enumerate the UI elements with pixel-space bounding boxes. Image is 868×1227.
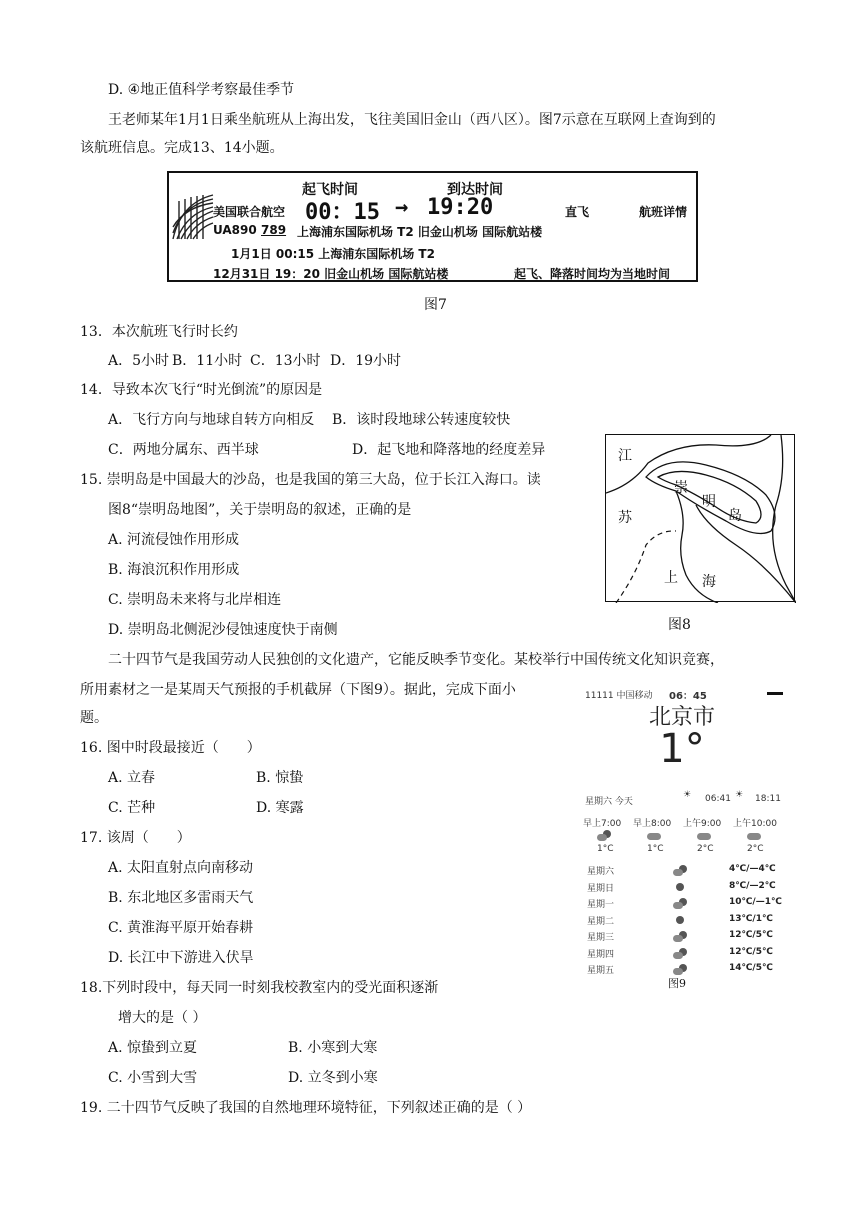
label-su: 苏 (618, 510, 632, 526)
figure-8-caption: 图8 (668, 617, 691, 633)
flight-number: UA890 (213, 223, 257, 237)
q14-option-b: B．该时段地球公转速度较快 (332, 412, 511, 428)
status-clock: 06：45 (669, 691, 707, 702)
local-time-note: 起飞、降落时间均为当地时间 (514, 267, 671, 281)
q17-option-d: D. 长江中下游进入伏旱 (108, 950, 254, 966)
airline-name: 美国联合航空 (213, 205, 286, 219)
q18-option-a: A. 惊蛰到立夏 (108, 1040, 198, 1056)
carrier-status: 11111 中国移动 (585, 691, 653, 701)
arrival-time-header: 到达时间 (447, 182, 503, 198)
q17-option-b: B. 东北地区多雷雨天气 (108, 890, 254, 906)
sunrise-icon: ☀ (683, 790, 692, 800)
today-label: 星期六 今天 (585, 797, 633, 807)
passage-intro-solar-terms: 二十四节气是我国劳动人民独创的文化遗产，它能反映季节变化。某校举行中国传统文化知识竞赛， (108, 652, 724, 668)
q18-option-b: B. 小寒到大寒 (288, 1040, 378, 1056)
day-name: 星期五 (587, 966, 615, 976)
day-name: 星期一 (587, 900, 615, 910)
q12-option-d: D. ④地正值科学考察最佳季节 (108, 82, 295, 98)
day-temperature-range: 10℃/—1℃ (729, 897, 782, 907)
q15-option-a: A. 河流侵蚀作用形成 (108, 532, 240, 548)
direct-flight-label: 直飞 (565, 205, 590, 219)
sunset-icon: ☀ (735, 790, 744, 800)
figure-9-caption: 图9 (668, 977, 686, 990)
partly-cloudy-icon (673, 948, 687, 958)
q16-option-d: D. 寒露 (256, 800, 304, 816)
label-hai: 海 (702, 574, 716, 590)
flight-info-figure (167, 171, 698, 282)
q15-option-d: D. 崇明岛北侧泥沙侵蚀速度快于南侧 (108, 622, 338, 638)
day-name: 星期二 (587, 916, 615, 927)
partly-cloudy-icon (673, 931, 687, 941)
q14-option-c: C．两地分属东、西半球 (108, 442, 259, 458)
sunny-icon (673, 915, 687, 925)
departure-time-header: 起飞时间 (302, 182, 358, 198)
q13-option-c: C．13小时 (250, 353, 321, 369)
label-chong: 崇 (674, 480, 688, 496)
q13-option-a: A．5小时 (108, 353, 170, 369)
cloudy-icon (697, 830, 711, 840)
q16-option-b: B. 惊蛰 (256, 770, 304, 786)
q15-option-b: B. 海浪沉积作用形成 (108, 562, 240, 578)
label-shang: 上 (664, 570, 678, 586)
q13-option-b: B．11小时 (172, 353, 243, 369)
city-name: 北京市 (648, 705, 715, 730)
day-name: 星期四 (587, 949, 615, 960)
map-outline (606, 435, 796, 603)
cloudy-icon (747, 830, 761, 840)
question-15-line2: 图8“崇明岛地图”，关于崇明岛的叙述，正确的是 (108, 502, 412, 518)
day-name: 星期三 (587, 933, 615, 943)
hour-temperature: 1°C (597, 844, 614, 854)
partly-cloudy-icon (673, 964, 687, 974)
current-temperature: 1° (659, 726, 705, 772)
hour-temperature: 2°C (697, 844, 714, 854)
sunny-icon (673, 882, 687, 892)
hour-label: 上午10:00 (733, 819, 777, 829)
q18-option-c: C. 小雪到大雪 (108, 1070, 198, 1086)
airline-globe-logo (171, 193, 215, 241)
hour-temperature: 1°C (647, 844, 664, 854)
day-name: 星期日 (587, 883, 615, 894)
flight-number-code[interactable]: 789 (261, 223, 287, 237)
question-19: 19. 二十四节气反映了我国的自然地理环境特征，下列叙述正确的是（ ） (80, 1100, 532, 1116)
passage-intro-solar-terms-3: 题。 (80, 710, 108, 726)
departure-time: 00：15 (305, 200, 380, 225)
question-17: 17. 该周（ ） (80, 830, 191, 846)
question-18-line1: 18.下列时段中，每天同一时刻我校教室内的受光面积逐渐 (80, 980, 439, 996)
day-temperature-range: 12℃/5℃ (729, 946, 773, 957)
sunset-time: 18:11 (755, 794, 781, 804)
q17-option-a: A. 太阳直射点向南移动 (108, 860, 254, 876)
passage-intro-flight: 王老师某年1月1日乘坐航班从上海出发，飞往美国旧金山（西八区）。图7示意在互联网上查询到的 (108, 112, 716, 128)
q16-option-a: A. 立春 (108, 770, 156, 786)
day-temperature-range: 14℃/5℃ (729, 963, 773, 973)
passage-intro-flight-2: 该航班信息。完成13、14小题。 (80, 140, 284, 156)
q15-option-c: C. 崇明岛未来将与北岸相连 (108, 592, 282, 608)
partly-cloudy-icon (673, 898, 687, 908)
arrow-icon: → (395, 195, 409, 220)
passage-intro-solar-terms-2: 所用素材之一是某周天气预报的手机截屏（下图9）。据此，完成下面小 (80, 682, 516, 698)
flight-details-link[interactable]: 航班详情 (639, 205, 688, 219)
label-dao: 岛 (728, 508, 742, 524)
question-16: 16. 图中时段最接近（ ） (80, 740, 261, 756)
flight-route: 上海浦东国际机场 T2 旧金山机场 国际航站楼 (297, 225, 543, 239)
day-temperature-range: 13℃/1℃ (729, 913, 773, 924)
q16-option-c: C. 芒种 (108, 800, 156, 816)
hour-label: 上午9:00 (683, 819, 722, 829)
q18-option-d: D. 立冬到小寒 (288, 1070, 378, 1086)
q14-option-d: D．起飞地和降落地的经度差异 (352, 442, 546, 458)
hour-temperature: 2°C (747, 844, 764, 854)
day-name: 星期六 (587, 867, 615, 877)
label-jiang: 江 (618, 448, 632, 464)
label-ming: 明 (702, 494, 716, 510)
departure-row: 1月1日 00:15 上海浦东国际机场 T2 (231, 247, 435, 261)
day-temperature-range: 8℃/—2℃ (729, 880, 776, 891)
day-temperature-range: 12℃/5℃ (729, 930, 773, 940)
weather-phone-screenshot (577, 688, 787, 978)
cloudy-icon (647, 830, 661, 840)
question-13: 13．本次航班飞行时长约 (80, 324, 238, 340)
arrival-time: 19:20 (427, 195, 494, 220)
hour-label: 早上7:00 (583, 819, 622, 829)
figure-7-caption: 图7 (424, 297, 447, 313)
question-14: 14．导致本次飞行“时光倒流”的原因是 (80, 382, 323, 398)
question-18-line2: 增大的是（ ） (118, 1010, 207, 1026)
chongming-island-map (605, 434, 795, 602)
sunrise-time: 06:41 (705, 794, 731, 804)
hour-label: 早上8:00 (633, 819, 672, 829)
partly-cloudy-icon (597, 830, 611, 840)
partly-cloudy-icon (673, 865, 687, 875)
day-temperature-range: 4℃/—4℃ (729, 864, 776, 874)
q13-option-d: D．19小时 (330, 353, 402, 369)
battery-icon (767, 692, 783, 695)
question-15-line1: 15. 崇明岛是中国最大的沙岛，也是我国的第三大岛，位于长江入海口。读 (80, 472, 541, 488)
arrival-row: 12月31日 19：20 旧金山机场 国际航站楼 (213, 267, 449, 281)
q17-option-c: C. 黄淮海平原开始春耕 (108, 920, 254, 936)
q14-option-a: A．飞行方向与地球自转方向相反 (108, 412, 315, 428)
